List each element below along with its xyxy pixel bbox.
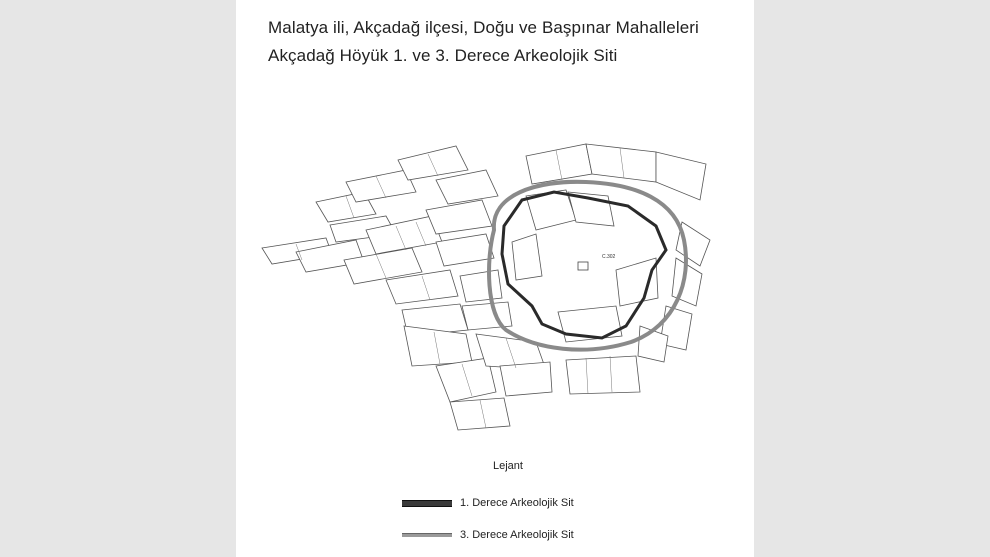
legend-item-first-degree xyxy=(402,495,574,511)
parcel-block xyxy=(436,234,494,266)
parcel-block xyxy=(460,270,502,302)
legend-title: Lejant xyxy=(493,460,523,472)
parcel-block xyxy=(450,398,510,430)
legend-swatch-first-degree xyxy=(402,500,452,507)
parcel-block xyxy=(656,152,706,200)
title-line-1: Malatya ili, Akçadağ ilçesi, Doğu ve Başpınar Mahalleleri xyxy=(268,18,699,37)
parcel-block xyxy=(566,356,640,394)
parcel-block xyxy=(426,200,492,234)
legend-item-third-degree xyxy=(402,527,574,543)
parcel-block xyxy=(616,258,658,306)
parcel-block xyxy=(462,302,512,330)
parcel-blocks xyxy=(262,144,710,430)
legend-label-first-degree: 1. Derece Arkeolojik Sit xyxy=(460,497,574,509)
parcel-block xyxy=(512,234,542,280)
map-title xyxy=(268,14,748,70)
parcel-block xyxy=(398,146,468,180)
title-line-2: Akçadağ Höyük 1. ve 3. Derece Arkeolojik Siti xyxy=(268,46,618,65)
mound-parcel-label: C.302 xyxy=(602,254,616,260)
parcel-block xyxy=(436,170,498,204)
mound-parcel-marker xyxy=(578,262,588,270)
cadastral-map[interactable] xyxy=(236,130,754,440)
parcel-block xyxy=(586,144,656,182)
legend-swatch-third-degree xyxy=(402,533,452,537)
legend-label-third-degree: 3. Derece Arkeolojik Sit xyxy=(460,529,574,541)
parcel-block xyxy=(500,362,552,396)
parcel-block xyxy=(404,326,472,366)
